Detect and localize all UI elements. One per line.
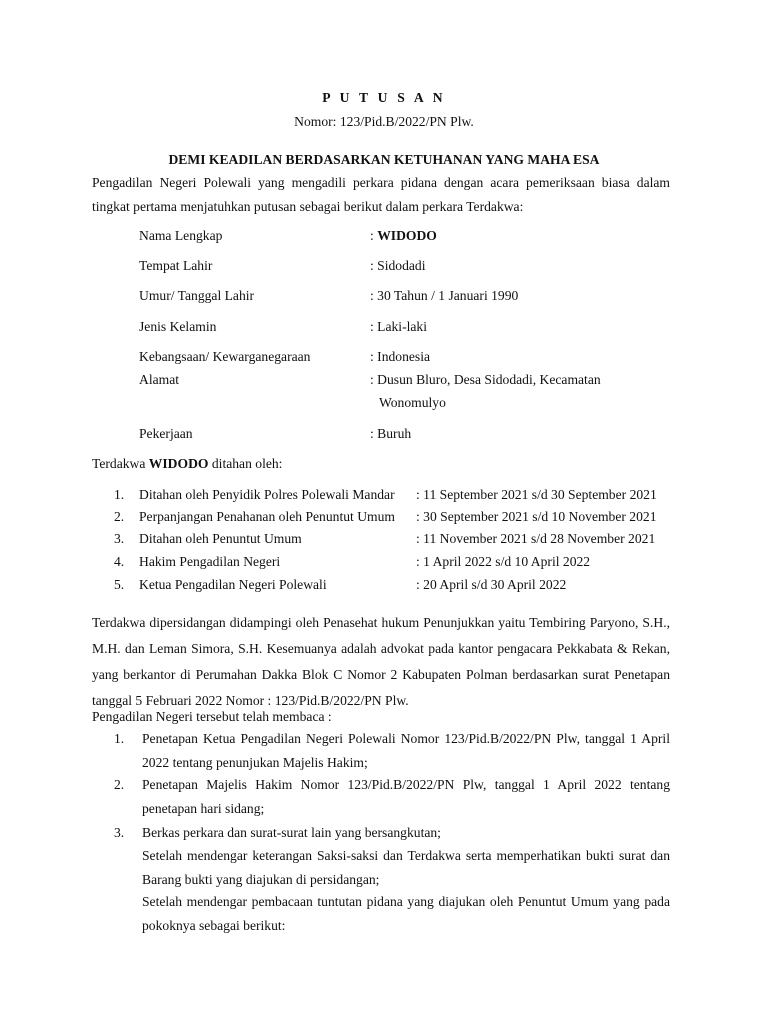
counsel-paragraph: Terdakwa dipersidangan didampingi oleh Penasehat hukum Penunjukkan yaitu Tembiring Paryono, S.H., M.H. dan Leman Simora, S.H. Kesemuanya adalah advokat pada kantor pengacara Pekkabata & Rekan, yang berkantor di Perumahan Dakka Blok C Nomor 2 Kabupaten Polman berdasarkan surat Penetapan tanggal 5 Februari 2022 Nomor : 123/Pid.B/2022/PN Plw. bbox=[92, 615, 670, 708]
reading-item-text: Penetapan Majelis Hakim Nomor 123/Pid.B/2022/PN Plw, tanggal 1 April 2022 tentang penetapan hari sidang; bbox=[142, 777, 670, 816]
identity-gender-value: : Laki-laki bbox=[370, 319, 427, 334]
detention-item-value: : 30 September 2021 s/d 10 November 2021 bbox=[416, 509, 657, 524]
demand-paragraph: Setelah mendengar pembacaan tuntutan pidana yang diajukan oleh Penuntut Umum yang pada pokoknya sebagai berikut: bbox=[142, 894, 670, 933]
detention-item-number: 1. bbox=[114, 487, 125, 502]
identity-occupation-value: : Buruh bbox=[370, 426, 412, 441]
identity-age-label: Umur/ Tanggal Lahir bbox=[139, 288, 255, 303]
reading-item-text: Berkas perkara dan surat-surat lain yang bersangkutan; bbox=[142, 825, 441, 840]
reading-item-number: 3. bbox=[114, 825, 125, 840]
identity-gender-label: Jenis Kelamin bbox=[139, 319, 217, 334]
identity-address-value-line1: : Dusun Bluro, Desa Sidodadi, Kecamatan bbox=[370, 372, 601, 387]
detention-item-value: : 20 April s/d 30 April 2022 bbox=[416, 577, 567, 592]
identity-address-value-line2: Wonomulyo bbox=[379, 395, 446, 410]
detention-item-label: Perpanjangan Penahanan oleh Penuntut Umum bbox=[139, 509, 395, 524]
reading-intro: Pengadilan Negeri tersebut telah membaca : bbox=[92, 709, 332, 724]
irah-irah-heading: DEMI KEADILAN BERDASARKAN KETUHANAN YANG MAHA ESA bbox=[168, 152, 600, 167]
reading-item-number: 2. bbox=[114, 777, 125, 792]
identity-name-label: Nama Lengkap bbox=[139, 228, 223, 243]
document-title: P U T U S A N bbox=[322, 90, 446, 105]
identity-nationality-label: Kebangsaan/ Kewarganegaraan bbox=[139, 349, 311, 364]
identity-occupation-label: Pekerjaan bbox=[139, 426, 193, 441]
reading-item-number: 1. bbox=[114, 731, 125, 746]
identity-birthplace-value: : Sidodadi bbox=[370, 258, 426, 273]
detention-item-label: Ditahan oleh Penyidik Polres Polewali Mandar bbox=[139, 487, 395, 502]
identity-nationality-value: : Indonesia bbox=[370, 349, 431, 364]
detention-item-number: 4. bbox=[114, 554, 125, 569]
reading-item-text: Penetapan Ketua Pengadilan Negeri Polewali Nomor 123/Pid.B/2022/PN Plw, tanggal 1 April 2022 tentang penunjukan Majelis Hakim; bbox=[142, 731, 670, 770]
intro-paragraph: Pengadilan Negeri Polewali yang mengadili perkara pidana dengan acara pemeriksaan biasa dalam tingkat pertama menjatuhkan putusan sebagai berikut dalam perkara Terdakwa: bbox=[92, 175, 670, 214]
identity-name-value: : WIDODO bbox=[370, 228, 437, 243]
identity-age-value: : 30 Tahun / 1 Januari 1990 bbox=[370, 288, 519, 303]
identity-address-label: Alamat bbox=[139, 372, 180, 387]
detention-item-label: Ketua Pengadilan Negeri Polewali bbox=[139, 577, 327, 592]
detention-item-label: Hakim Pengadilan Negeri bbox=[139, 554, 281, 569]
detention-item-value: : 11 November 2021 s/d 28 November 2021 bbox=[416, 531, 656, 546]
detention-item-number: 3. bbox=[114, 531, 125, 546]
identity-birthplace-label: Tempat Lahir bbox=[139, 258, 213, 273]
case-number: Nomor: 123/Pid.B/2022/PN Plw. bbox=[294, 114, 474, 129]
witness-paragraph: Setelah mendengar keterangan Saksi-saksi dan Terdakwa serta memperhatikan bukti surat dan Barang bukti yang diajukan di persidangan; bbox=[142, 848, 670, 887]
detention-item-value: : 1 April 2022 s/d 10 April 2022 bbox=[416, 554, 591, 569]
detention-item-label: Ditahan oleh Penuntut Umum bbox=[139, 531, 302, 546]
detention-item-value: : 11 September 2021 s/d 30 September 2021 bbox=[416, 487, 657, 502]
detention-item-number: 2. bbox=[114, 509, 125, 524]
detention-item-number: 5. bbox=[114, 577, 125, 592]
detention-intro: Terdakwa WIDODO ditahan oleh: bbox=[92, 456, 283, 471]
